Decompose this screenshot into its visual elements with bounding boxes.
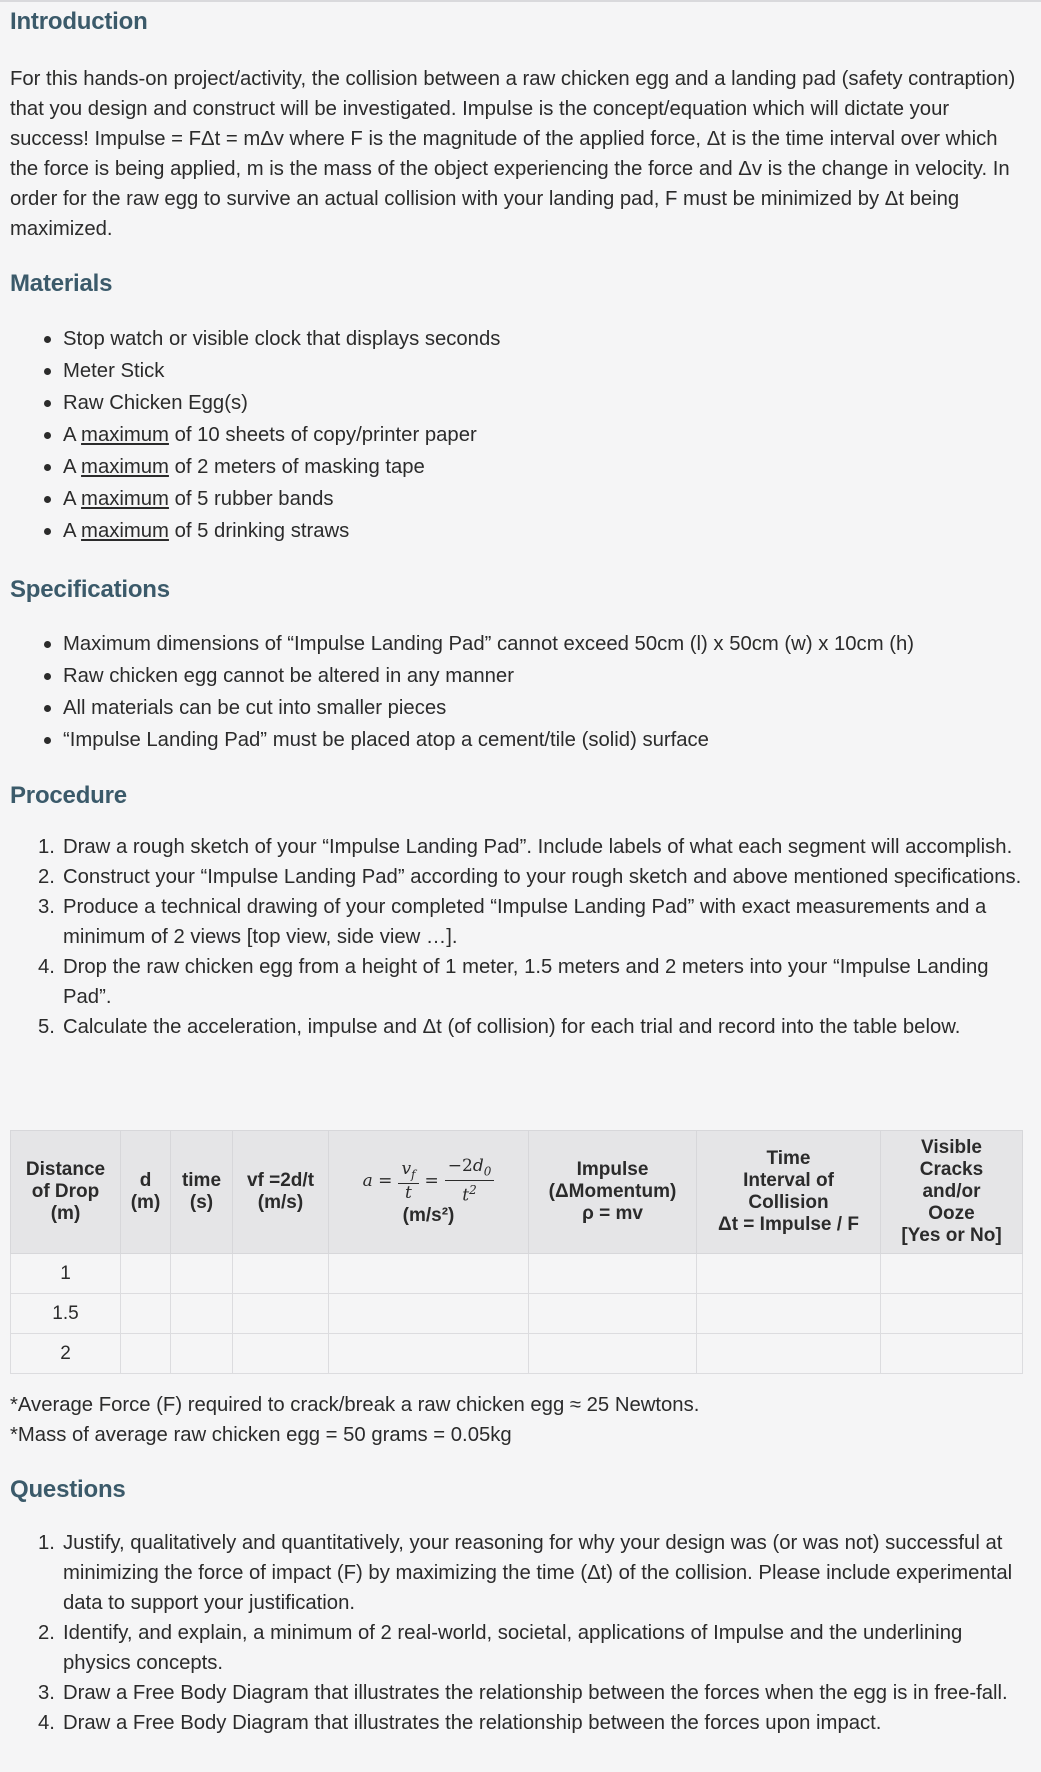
table-cell[interactable] xyxy=(529,1334,697,1374)
list-item: 3. Produce a technical drawing of your completed “Impulse Landing Pad” with exact measurements and a minimum of 2 views [top view, side view …]. xyxy=(38,896,987,948)
table-cell[interactable] xyxy=(697,1254,881,1294)
table-cell[interactable] xyxy=(121,1294,171,1334)
table-cell[interactable] xyxy=(529,1254,697,1294)
table-cell[interactable] xyxy=(881,1294,1023,1334)
list-item: All materials can be cut into smaller pieces xyxy=(10,692,1028,724)
table-cell[interactable] xyxy=(233,1334,329,1374)
table-cell[interactable] xyxy=(233,1294,329,1334)
table-cell[interactable] xyxy=(329,1254,529,1294)
introduction-heading: Introduction xyxy=(10,8,148,35)
list-item: “Impulse Landing Pad” must be placed atop a cement/tile (solid) surface xyxy=(10,724,1028,756)
table-cell[interactable] xyxy=(329,1294,529,1334)
bullet-icon xyxy=(44,336,51,343)
bullet-icon xyxy=(44,464,51,471)
table-row xyxy=(11,1294,1023,1334)
questions-heading: Questions xyxy=(10,1476,126,1503)
list-item: Stop watch or visible clock that displays seconds xyxy=(10,323,1028,355)
table-cell[interactable] xyxy=(881,1254,1023,1294)
header-distance: Distance of Drop (m) xyxy=(11,1131,121,1254)
bullet-icon xyxy=(44,496,51,503)
procedure-list xyxy=(10,832,1028,1042)
note-egg-mass: *Mass of average raw chicken egg = 50 grams = 0.05kg xyxy=(10,1424,512,1446)
table-cell[interactable] xyxy=(881,1334,1023,1374)
header-time: time (s) xyxy=(171,1131,233,1254)
list-item: 1. Justify, qualitatively and quantitatively, your reasoning for why your design was (or was not) successful at minimizing the force of impact (F) by maximizing the time (Δt) of the collision. Please include experimental data to support your justification. xyxy=(38,1532,1013,1614)
table-row xyxy=(11,1334,1023,1374)
header-final-velocity: vf =2d/t (m/s) xyxy=(233,1131,329,1254)
list-item: A maximum of 10 sheets of copy/printer paper xyxy=(10,419,1028,451)
table-cell[interactable] xyxy=(697,1334,881,1374)
list-item: 4. Drop the raw chicken egg from a height of 1 meter, 1.5 meters and 2 meters into your “Impulse Landing Pad”. xyxy=(38,956,989,1008)
bullet-icon xyxy=(44,528,51,535)
list-item: 3. Draw a Free Body Diagram that illustrates the relationship between the forces when the egg is in free-fall. xyxy=(38,1682,1008,1704)
list-item: A maximum of 5 rubber bands xyxy=(10,483,1028,515)
table-cell[interactable] xyxy=(233,1254,329,1294)
table-cell[interactable] xyxy=(171,1294,233,1334)
list-item: 4. Draw a Free Body Diagram that illustrates the relationship between the forces upon impact. xyxy=(38,1712,882,1734)
acceleration-equation: a = $\frac{v_f}{t}$ = $\frac{-2d_0}{t^2}$ xyxy=(363,1157,495,1205)
introduction-text: For this hands-on project/activity, the collision between a raw chicken egg and a landing pad (safety contraption) that you design and construct will be investigated. Impulse is the concept/equation which will dictate your success! Impulse = FΔt = mΔv where F is the magnitude of the applied force, Δt is the time interval over which the force is being applied, m is the mass of the object experiencing the force and Δv is the change in velocity. In order for the raw egg to survive an actual collision with your landing pad, F must be minimized by Δt being maximized. xyxy=(10,68,1016,240)
procedure-heading: Procedure xyxy=(10,782,127,809)
bullet-icon xyxy=(44,673,51,680)
table-cell-distance: 2 xyxy=(11,1334,121,1374)
list-item: 1. Draw a rough sketch of your “Impulse Landing Pad”. Include labels of what each segment will accomplish. xyxy=(38,836,1013,858)
table-cell[interactable] xyxy=(121,1254,171,1294)
table-cell[interactable] xyxy=(171,1334,233,1374)
bullet-icon xyxy=(44,705,51,712)
table-cell[interactable] xyxy=(329,1334,529,1374)
list-item: 2. Identify, and explain, a minimum of 2 real-world, societal, applications of Impulse and the underlining physics concepts. xyxy=(38,1622,963,1674)
table-cell[interactable] xyxy=(529,1294,697,1334)
bullet-icon xyxy=(44,737,51,744)
specifications-heading: Specifications xyxy=(10,576,170,603)
header-collision-interval: Time Interval of Collision Δt = Impulse / F xyxy=(697,1131,881,1254)
table-cell[interactable] xyxy=(697,1294,881,1334)
table-cell-distance: 1.5 xyxy=(11,1294,121,1334)
table-cell[interactable] xyxy=(121,1334,171,1374)
materials-heading: Materials xyxy=(10,270,113,297)
bullet-icon xyxy=(44,641,51,648)
header-impulse: Impulse (ΔMomentum) ρ = mv xyxy=(529,1131,697,1254)
bullet-icon xyxy=(44,368,51,375)
list-item: A maximum of 5 drinking straws xyxy=(10,515,1028,547)
table-header-row xyxy=(11,1131,1023,1254)
table-row xyxy=(11,1254,1023,1294)
bullet-icon xyxy=(44,432,51,439)
list-item: 2. Construct your “Impulse Landing Pad” according to your rough sketch and above mentioned specifications. xyxy=(38,866,1022,888)
specifications-list xyxy=(10,628,1028,756)
list-item: Raw chicken egg cannot be altered in any manner xyxy=(10,660,1028,692)
trial-data-table xyxy=(10,1130,1023,1374)
list-item: Maximum dimensions of “Impulse Landing Pad” cannot exceed 50cm (l) x 50cm (w) x 10cm (h) xyxy=(10,628,1028,660)
note-average-force: *Average Force (F) required to crack/break a raw chicken egg ≈ 25 Newtons. xyxy=(10,1394,700,1416)
materials-list xyxy=(10,323,1028,547)
list-item: 5. Calculate the acceleration, impulse and Δt (of collision) for each trial and record into the table below. xyxy=(38,1016,961,1038)
list-item: Raw Chicken Egg(s) xyxy=(10,387,1028,419)
header-acceleration: a = $\frac{v_f}{t}$ = $\frac{-2d_0}{t^2}$ (m/s²) xyxy=(329,1131,529,1254)
header-visible-cracks: Visible Cracks and/or Ooze [Yes or No] xyxy=(881,1131,1023,1254)
list-item: A maximum of 2 meters of masking tape xyxy=(10,451,1028,483)
list-item: Meter Stick xyxy=(10,355,1028,387)
table-cell-distance: 1 xyxy=(11,1254,121,1294)
top-border xyxy=(0,0,1041,2)
table-cell[interactable] xyxy=(171,1254,233,1294)
bullet-icon xyxy=(44,400,51,407)
questions-list xyxy=(10,1528,1028,1738)
header-d: d (m) xyxy=(121,1131,171,1254)
